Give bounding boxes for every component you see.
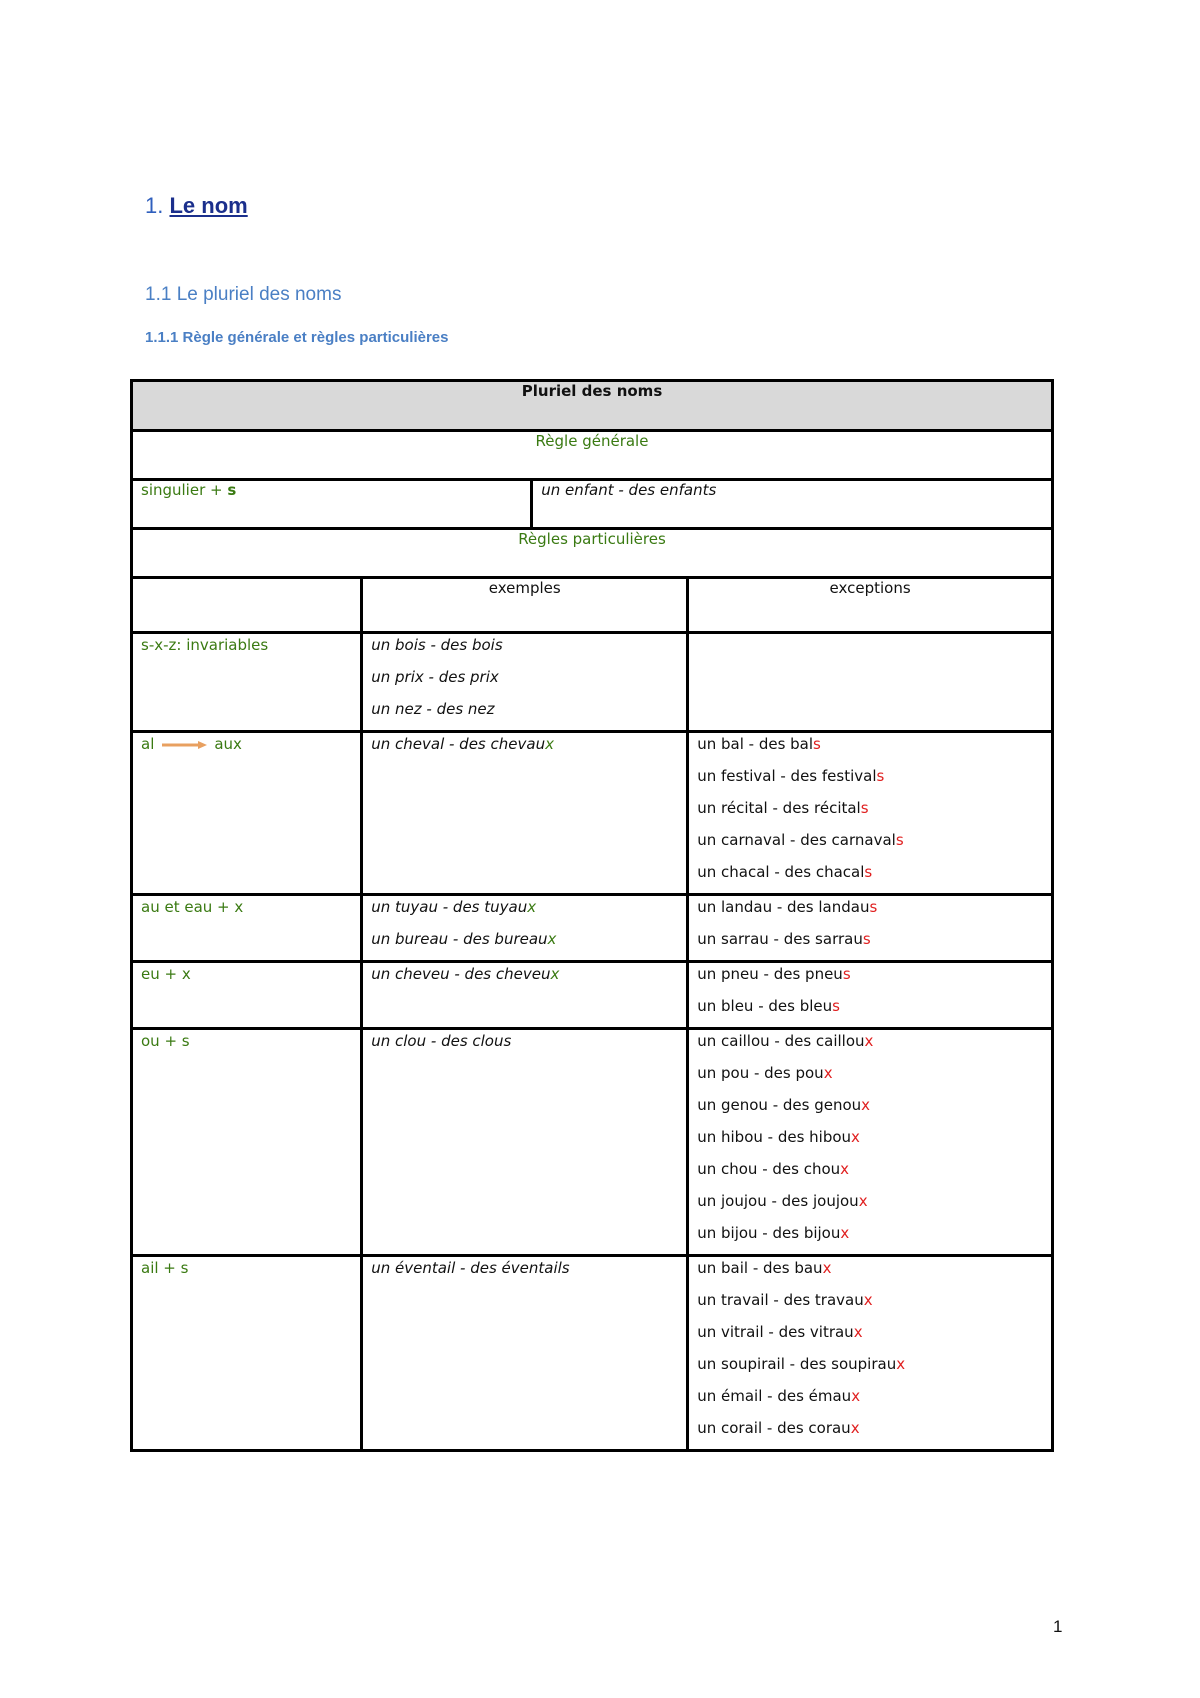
general-rule-suffix: s [227,481,237,499]
general-rule-header-row [132,431,1053,480]
exception-text: un festival - des festival [697,767,877,785]
exceptions-cell [688,895,1053,962]
rule-cell [132,1256,362,1451]
exception-ending: x [840,1160,850,1178]
exception-text: un corail - des corau [697,1419,851,1437]
exceptions-cell [688,732,1053,895]
exception-text: un émail - des émau [697,1387,852,1405]
rule-text: eu + x [141,965,191,983]
exception-ending: x [850,1419,860,1437]
example-ending: x [545,735,554,753]
example-line [371,698,678,730]
example-text: un bureau - des bureau [371,930,548,948]
exception-ending: s [860,799,869,817]
exception-line [697,733,1043,765]
example-line [371,1030,678,1062]
rule-cell [132,633,362,732]
column-header-examples: exemples [362,578,688,633]
table-title-row [132,381,1053,431]
exception-ending: s [862,930,871,948]
examples-cell [362,895,688,962]
exception-line [697,1417,1043,1449]
exception-ending: x [851,1128,860,1146]
exceptions-cell [688,962,1053,1029]
exception-ending: s [864,863,873,881]
right-arrow-icon [160,740,208,750]
exception-text: un bal - des bal [697,735,814,753]
exception-text: un joujou - des joujou [697,1192,859,1210]
general-rule-example: un enfant - des enfants [532,480,1053,529]
example-text: un clou - des clous [371,1032,512,1050]
exception-line [697,1126,1043,1158]
exception-line [697,1062,1043,1094]
exception-ending: x [864,1032,874,1050]
exception-line [697,1385,1043,1417]
example-line [371,666,678,698]
plural-rules-table [130,379,1054,1452]
exception-text: un caillou - des caillou [697,1032,865,1050]
exception-text: un pneu - des pneu [697,965,843,983]
exception-text: un vitrail - des vitrau [697,1323,854,1341]
exception-text: un soupirail - des soupirau [697,1355,897,1373]
rule-cell [132,1029,362,1256]
rule-row [132,1029,1053,1256]
heading-3: 1.1.1 Règle générale et règles particulières [145,329,449,346]
exception-ending: x [858,1192,868,1210]
examples-cell [362,1256,688,1451]
exception-ending: x [896,1355,906,1373]
exception-ending: x [840,1224,850,1242]
exception-line [697,995,1043,1027]
exception-ending: s [832,997,840,1015]
example-ending: x [550,965,560,983]
examples-cell [362,732,688,895]
general-rule-cell [132,480,532,529]
exception-line [697,765,1043,797]
exception-text: un landau - des landau [697,898,870,916]
exception-line [697,829,1043,861]
rule-row [132,962,1053,1029]
exception-line [697,1321,1043,1353]
column-header-exceptions: exceptions [688,578,1053,633]
exception-text: un genou - des genou [697,1096,862,1114]
exception-text: un bleu - des bleu [697,997,833,1015]
heading-2: 1.1 Le pluriel des noms [145,284,342,305]
rule-text: ail + s [141,1259,189,1277]
rule-line [141,963,352,995]
rule-line [141,1030,352,1062]
example-text: un nez - des nez [371,700,495,718]
exception-line [697,1094,1043,1126]
exception-line [697,861,1043,893]
rule-text: au et eau + x [141,898,244,916]
exception-line [697,797,1043,829]
exception-ending: s [895,831,904,849]
example-text: un prix - des prix [371,668,499,686]
exception-line [697,963,1043,995]
exception-ending: x [861,1096,871,1114]
example-text: un tuyau - des tuyau [371,898,528,916]
exception-line [697,1353,1043,1385]
rule-cell [132,732,362,895]
example-line [371,896,678,928]
example-line [371,963,678,995]
exception-ending: x [853,1323,863,1341]
general-rule-row [132,480,1053,529]
exception-text: un chou - des chou [697,1160,841,1178]
page-number: 1 [1053,1617,1063,1636]
exception-ending: x [822,1259,832,1277]
rule-row [132,1256,1053,1451]
special-rules-header-row [132,529,1053,578]
exception-line [697,1030,1043,1062]
rule-row [132,732,1053,895]
rule-line [141,634,352,666]
exception-line [697,1289,1043,1321]
exception-text: un carnaval - des carnaval [697,831,896,849]
rule-row [132,633,1053,732]
exception-text: un bijou - des bijou [697,1224,841,1242]
rule-line [141,733,352,765]
exception-line [697,928,1043,960]
table-title: Pluriel des noms [132,381,1053,431]
exception-ending: x [851,1387,861,1405]
heading-1-number: 1. [145,193,164,218]
exception-text: un travail - des travau [697,1291,864,1309]
heading-1 [145,193,248,219]
general-rule-label: Règle générale [132,431,1053,480]
rule-target-text: aux [214,735,242,753]
exception-ending: s [842,965,851,983]
exception-text: un chacal - des chacal [697,863,865,881]
exceptions-cell [688,1029,1053,1256]
example-line [371,1257,678,1289]
rule-text: al [141,735,155,753]
example-ending: x [527,898,537,916]
rule-text: s-x-z: invariables [141,636,269,654]
rule-row [132,895,1053,962]
column-headers-row [132,578,1053,633]
example-line [371,733,678,765]
rule-line [141,1257,352,1289]
exception-line [697,1222,1043,1254]
example-line [371,634,678,666]
example-text: un cheval - des chevau [371,735,546,753]
rule-cell [132,962,362,1029]
general-rule-prefix: singulier + [141,481,228,499]
exception-text: un hibou - des hibou [697,1128,852,1146]
examples-cell [362,633,688,732]
example-text: un éventail - des éventails [371,1259,570,1277]
example-ending: x [547,930,557,948]
exceptions-cell [688,633,1053,732]
examples-cell [362,1029,688,1256]
example-line [371,928,678,960]
rule-line [141,896,352,928]
exception-line [697,1158,1043,1190]
example-text: un bois - des bois [371,636,503,654]
exception-text: un sarrau - des sarrau [697,930,863,948]
special-rules-label: Règles particulières [132,529,1053,578]
exception-line [697,896,1043,928]
exception-ending: s [813,735,821,753]
exception-ending: s [869,898,878,916]
rule-text: ou + s [141,1032,190,1050]
exception-ending: s [876,767,885,785]
exception-text: un bail - des bau [697,1259,823,1277]
exception-line [697,1257,1043,1289]
heading-1-title[interactable]: Le nom [169,193,248,218]
exception-ending: x [823,1064,833,1082]
exception-text: un pou - des pou [697,1064,824,1082]
rule-cell [132,895,362,962]
exception-line [697,1190,1043,1222]
example-text: un cheveu - des cheveu [371,965,551,983]
column-header-rule [132,578,362,633]
exception-ending: x [863,1291,873,1309]
examples-cell [362,962,688,1029]
exceptions-cell [688,1256,1053,1451]
exception-text: un récital - des récital [697,799,861,817]
